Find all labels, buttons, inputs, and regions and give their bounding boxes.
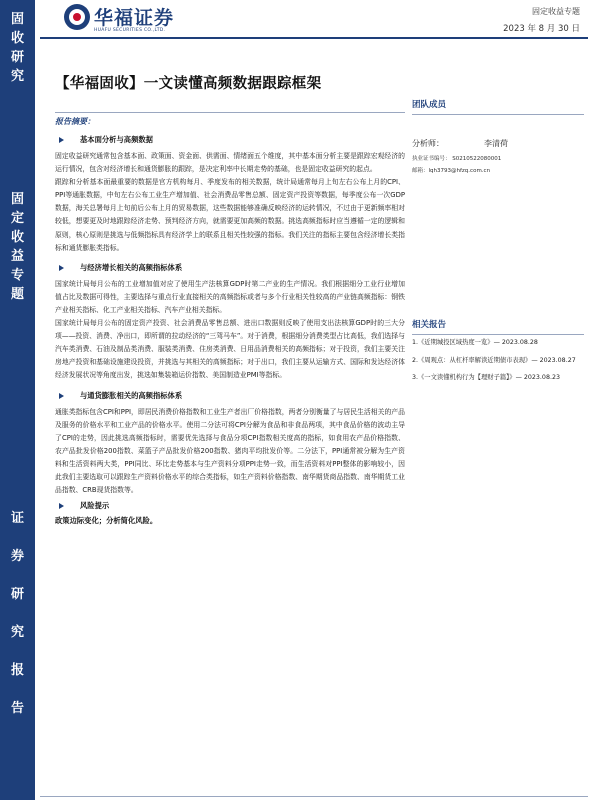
paragraph: 国家统计局每月公布的固定资产投资、社会消费品零售总额、进出口数据则反映了使用支出法核算GDP时的三大分项——投资、消费、净出口，即所谓的拉动经济的“三驾马车”。对于消费，根据细分消费类型占比高低，我们选择与汽车类消费、石油及制品类消费、服装类消费、住房类消费、日用品消费相关的高频指标；对于投资，我们主要关注房地产投资和基础设施建设投资，并挑选与其相关的高频指标；对于出口，我们主要从运输方式、国际和发达经济体经济发展状况等角度出发，挑选如集装箱运价指数、美国制造业PMI等指标。	[55, 319, 405, 380]
analyst-license: 执业证书编号： S0210522080001	[412, 156, 502, 162]
related-report-link[interactable]: 3.《一文读懂机构行为【理财子篇】》— 2023.08.23	[412, 374, 560, 381]
paragraph: 国家统计局每月公布的工业增加值对应了使用生产法核算GDP时第二产业的生产情况。我们根据细分工业行业增加值占比及数据可得性，主要选择与重点行业直接相关的高频指标或者与多个行业相关性较高的产业链高频指标：钢铁产业相关指标、化工产业相关指标、汽车产业相关指标。	[55, 279, 405, 314]
team-heading: 团队成员	[412, 98, 584, 115]
company-logo	[64, 4, 224, 36]
team-panel	[412, 98, 584, 115]
arrow-bullet-icon	[59, 137, 64, 143]
abstract-column	[55, 112, 405, 526]
arrow-bullet-icon	[59, 393, 64, 399]
section-heading: 与经济增长相关的高频指标体系	[55, 263, 405, 273]
analyst-info	[412, 138, 584, 177]
related-report-link[interactable]: 1.《近期城投区域热度一览》— 2023.08.28	[412, 339, 538, 346]
side-bottom-text: 证 券 研 究 报 告	[10, 511, 24, 716]
paragraph: 固定收益研究通常包含基本面、政策面、资金面、供需面、情绪面五个维度，其中基本面分析主要是跟踪宏观经济的运行情况，包含对经济增长和通货膨胀的跟踪，是决定利率中长期走势的基础，也是固定收益研究的起点。	[55, 152, 405, 174]
related-panel	[412, 318, 584, 335]
arrow-bullet-icon	[59, 503, 64, 509]
analyst-name: 李清荷	[484, 139, 508, 148]
side-band	[0, 0, 35, 800]
section-heading: 与通货膨胀相关的高频指标体系	[55, 391, 405, 401]
related-report-link[interactable]: 2.《周观点：从杠杆率解读近期债市表现》— 2023.08.27	[412, 356, 576, 364]
risk-text: 政策边际变化；分析简化风险。	[55, 516, 158, 526]
risk-heading: 风险提示	[55, 501, 405, 511]
related-list	[412, 334, 588, 387]
paragraph: 跟踪和分析基本面最重要的数据是官方机构每月、季度发布的相关数据，统计局通常每月上旬左右公布上月的CPI、PPI等通胀数据，中旬左右公布工业生产增加值、社会消费品零售总额、固定资产投资等数据，每季度公布一次GDP数据，海关总署每月上旬前后公布上月的贸易数据，这些数据能够准确反映经济的运转情况，不过由于更新频率相对较低，想要更及时地跟踪经济走势、预判经济方向，就需要更加高频的数据。挑选高频指标时应当遵循一定的逻辑和原则，核心原则是挑选与低频指标具有经济学上的联系且相关性较强的指标。我们关注的指标主要包含经济增长类指标和通货膨胀类指标。	[55, 178, 405, 252]
side-mid-text: 固 定 收 益 专 题	[10, 192, 24, 302]
related-heading: 相关报告	[412, 318, 584, 335]
logo-cn-text: 华福证券	[94, 7, 175, 29]
analyst-label: 分析师：	[412, 139, 444, 148]
abstract-heading: 报告摘要：	[55, 117, 95, 126]
arrow-bullet-icon	[59, 265, 64, 271]
paragraph: 通胀类指标包含CPI和PPI，即居民消费价格指数和工业生产者出厂价格指数，两者分别衡量了与居民生活相关的产品及服务的价格水平和工业产品的价格水平。使用二分法可将CPI分解为食品和非食品两项，其中食品价格的波动主导了CPI的走势，因此挑选高频指标时，需要优先选择与食品分项CPI指数相关度高的指标，如食用农产品价格指数、农产品批发价格200指数、菜篮子产品批发价格200指数、猪肉平均批发价等。二分法下，PPI通常被分解为生产资料和生活资料两大类，PPI同比、环比走势基本与生产资料分项PPI走势一致，而生活资料对PPI整体的影响较小，因此我们主要选取可以跟踪生产资料价格水平的综合类指标，如生产资料价格指数、南华期货商品指数、南华期货工业品指数、CRB现货指数等。	[55, 407, 405, 495]
report-type: 固定收益专题	[532, 7, 580, 16]
section-heading: 基本面分析与高频数据	[55, 135, 405, 145]
abstract-divider	[55, 112, 405, 113]
report-title: 【华福固收】一文读懂高频数据跟踪框架	[55, 76, 322, 92]
side-top-text: 固 收 研 究	[10, 12, 24, 84]
report-date: 2023 年 8 月 30 日	[503, 24, 580, 34]
footer-divider	[40, 796, 588, 797]
header-divider	[40, 37, 588, 39]
logo-icon	[64, 4, 90, 30]
logo-en-text: HUAFU SECURITIES CO.,LTD.	[94, 28, 166, 33]
analyst-email[interactable]: 邮箱：lqh3793@hfzq.com.cn	[412, 168, 491, 174]
